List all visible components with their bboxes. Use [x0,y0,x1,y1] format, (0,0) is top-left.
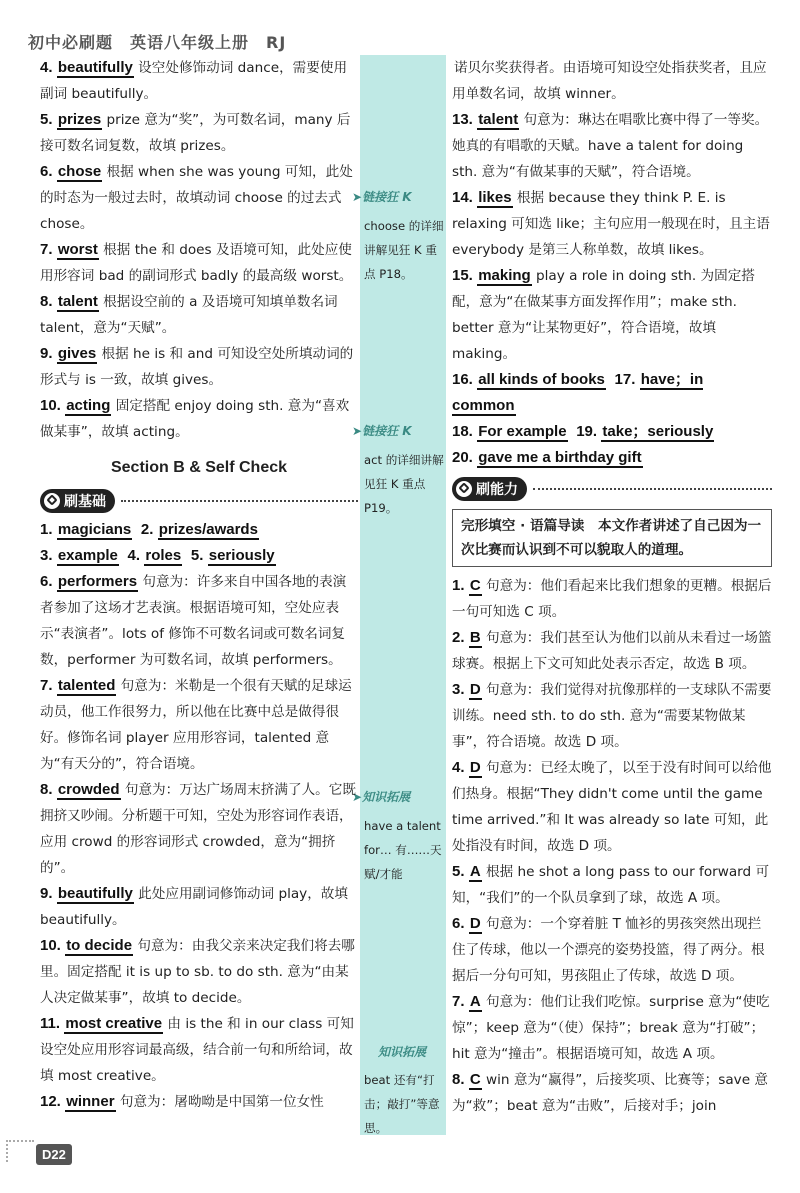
answer-text: making [478,267,531,284]
reading-guide: 完形填空 · 语篇导读 本文作者讲述了自己因为一次比赛而认识到不可以貌取人的道理。 [452,509,772,567]
ability-badge-row [452,477,772,501]
item-number: 2. [452,629,465,646]
answer-item [452,859,772,911]
answer-item [40,107,358,159]
explanation-text: 句意为：屠呦呦是中国第一位女性 [115,1094,324,1110]
answer-item [40,393,358,445]
item-number: 5. [40,111,53,128]
answer-text: gave me a birthday gift [478,449,642,466]
answer-text: A [469,993,481,1010]
item-number: 6. [40,163,53,180]
item-number: 6. [40,573,53,590]
answer-text: prizes [57,111,102,128]
answer-item [452,1067,772,1119]
explanation-text: 句意为：他们看起来比我们想象的更糟。根据后一句可知选 C 项。 [452,578,772,620]
sidebar-tag-knowledge-2: 知识拓展 [378,1045,427,1059]
answer-item [40,777,358,881]
answer-item [40,237,358,289]
item-number: 7. [40,241,53,258]
answer-item [452,911,772,989]
item-number: 9. [40,885,53,902]
answer-item [452,263,772,367]
explanation-text: win 意为“赢得”，后接奖项、比赛等；save 意为“救”；beat 意为“击败”，后接对手；join [452,1072,768,1114]
item-number: 4. [452,759,465,776]
item-number: 14. [452,189,473,206]
explanation-text: 句意为：已经太晚了，以至于没有时间可以给他们热身。根据“They didn't come until the game time arrived.”和 It was already so late 可知，此处指没有时间，故选 D 项。 [452,760,772,854]
answer-text: winner [66,1093,115,1110]
item-number: 5. [452,863,465,880]
answer-text: all kinds of books [478,371,605,388]
left-column [40,55,358,1115]
answer-item [40,1011,358,1089]
item-number: 17. [614,371,636,388]
answer-text: D [469,681,481,698]
short-answer-row [452,367,772,419]
explanation-text: 根据设空前的 a 及语境可知填单数名词 talent，意为“天赋”。 [40,294,338,336]
sidebar-note-1: choose 的详细讲解见狂 K 重点 P18。 [364,219,444,281]
item-number: 10. [40,937,61,954]
item-number: 4. [127,547,141,564]
answer-text: most creative [65,1015,163,1032]
answer-item [452,573,772,625]
basic-badge-row [40,489,358,513]
ability-badge: 刷能力 [452,477,527,501]
answer-text: B [469,629,481,646]
sidebar-note-4: beat 还有“打击；敲打”等意思。 [364,1073,440,1135]
item-number: 11. [40,1015,61,1032]
item-number: 20. [452,449,473,466]
explanation-text: 句意为：他们让我们吃惊。surprise 意为“使吃惊”；keep 意为“（使）保持”；break 意为“打破”；hit 意为“撞击”。根据语境可知，故选 A 项。 [452,994,770,1062]
answer-item [452,989,772,1067]
item-number: 7. [40,677,53,694]
explanation-text: 句意为：许多来自中国各地的表演者参加了这场才艺表演。根据语境可知，空处应表示“表演者”。lots of 修饰不可数名词或可数名词复数，performer 为可数名词，故填 performers。 [40,574,347,668]
answer-text: acting [66,397,111,414]
answer-text: beautifully [57,59,133,76]
page-number: D22 [36,1144,72,1165]
item-number: 10. [40,397,61,414]
answer-text: talent [478,111,519,128]
sidebar-note-3: have a talent for… 有……天赋/才能 [364,819,442,881]
pencil-icon [44,493,60,509]
explanation-text: 设空处修饰动词 dance，需要使用副词 beautifully。 [40,60,348,102]
item-number: 19. [576,423,598,440]
explanation-text: 固定搭配 enjoy doing sth. 意为“喜欢做某事”，故填 acting。 [40,398,350,440]
item-number: 1. [452,577,465,594]
explanation-text: 根据 he is 和 and 可知设空处所填动词的形式与 is 一致，故填 gives。 [40,346,354,388]
explanation-text: 由 is the 和 in our class 可知设空处应用形容词最高级，结合前一句和所给词，故填 most creative。 [40,1016,354,1084]
divider [121,500,358,502]
explanation-text: 句意为：琳达在唱歌比赛中得了一等奖。她真的有唱歌的天赋。have a talent for doing sth. 意为“有做某事的天赋”，符合语境。 [452,112,769,180]
sidebar-tag-link-2: ➤链接狂 K [352,424,412,438]
answer-text: to decide [66,937,133,954]
answer-text: performers [57,573,138,590]
right-column [452,55,772,1119]
item-number: 5. [190,547,204,564]
item-number: 16. [452,371,473,388]
section-title: Section B & Self Check [110,459,288,476]
item-number: 2. [140,521,154,538]
item-number: 3. [40,547,53,564]
item-number: 3. [452,681,465,698]
answer-text: talent [57,293,98,310]
answer-text: gives [57,345,97,362]
short-answer-row [452,419,772,445]
answer-text: example [57,547,118,564]
explanation-text: 根据 the 和 does 及语境可知，此处应使用形容词 bad 的副词形式 badly 的最高级 worst。 [40,242,353,284]
answer-text: likes [478,189,512,206]
answer-item [40,55,358,107]
pencil-icon [456,481,472,497]
answer-item [452,625,772,677]
answer-item [452,755,772,859]
answer-text: have；in common [452,371,704,414]
explanation-text: 句意为：我们甚至认为他们以前从未看过一场篮球赛。根据上下文可知此处表示否定，故选 B 项。 [452,630,772,672]
sidebar-tag-link-1: ➤链接狂 K [352,190,412,204]
answer-text: crowded [57,781,120,798]
item-number: 6. [452,915,465,932]
answer-item [40,159,358,237]
answer-text: C [469,577,481,594]
item-number: 7. [452,993,465,1010]
answer-item [40,569,358,673]
basic-badge: 刷基础 [40,489,115,513]
answer-text: For example [478,423,567,440]
answer-text: prizes/awards [158,521,258,538]
sidebar-tag-knowledge-1: ➤知识拓展 [352,790,411,804]
divider [533,488,772,490]
explanation-text: 根据 he shot a long pass to our forward 可知，“我们”的一个队员拿到了球，故选 A 项。 [452,864,770,906]
explanation-text: 根据 because they think P. E. is relaxing 可知选 like；主句应用一般现在时，且主语 everybody 是第三人称单数，故填 likes。 [452,190,770,258]
explanation-text: 句意为：米勒是一个很有天赋的足球运动员，他工作很努力，所以他在比赛中总是做得很好。修饰名词 player 应用形容词，talented 意为“有天分的”，符合语境。 [40,678,352,772]
answer-text: chose [57,163,102,180]
explanation-text: prize 意为“奖”，为可数名词，many 后接可数名词复数，故填 prizes。 [40,112,351,154]
short-answer-row [40,517,358,543]
answer-item [40,673,358,777]
answer-item [40,933,358,1011]
item-number: 12. [40,1093,61,1110]
answer-text: roles [145,547,182,564]
explanation-text: 此处应用副词修饰动词 play，故填 beautifully。 [40,886,348,928]
item-number: 18. [452,423,473,440]
explanation-text: 句意为：我们觉得对抗像那样的一支球队不需要训练。need sth. to do sth. 意为“需要某物做某事”，符合语境。故选 D 项。 [452,682,772,750]
item-number: 9. [40,345,53,362]
corner-decoration [6,1140,34,1162]
item-number: 13. [452,111,473,128]
item-number: 1. [40,521,53,538]
explanation-text: 句意为：万达广场周末挤满了人。它既拥挤又吵闹。分析题干可知，空处为形容词作表语，应用 crowd 的形容词形式 crowded，意为“拥挤的”。 [40,782,356,876]
item-number: 4. [40,59,53,76]
answer-item [452,185,772,263]
answer-item [40,341,358,393]
answer-text: D [469,759,481,776]
answer-item [452,107,772,185]
item-number: 8. [40,781,53,798]
item-number: 15. [452,267,473,284]
explanation-text: 句意为：由我父亲来决定我们将去哪里。固定搭配 it is up to sb. to do sth. 意为“由某人决定做某事”，故填 to decide。 [40,938,355,1006]
answer-text: worst [57,241,98,258]
short-answer-row [452,445,772,471]
answer-item [452,677,772,755]
answer-text: magicians [57,521,132,538]
short-answer-row [40,543,358,569]
item-number: 8. [452,1071,465,1088]
answer-item [40,1089,358,1115]
answer-text: beautifully [57,885,133,902]
answer-text: seriously [208,547,275,564]
answer-text: C [469,1071,481,1088]
answer-text: A [469,863,481,880]
item-number: 8. [40,293,53,310]
explanation-text: play a role in doing sth. 为固定搭配，意为“在做某事方面发挥作用”；make sth. better 意为“让某物更好”，符合语境，故填 making。 [452,268,755,362]
answer-continuation: 诺贝尔奖获得者。由语境可知设空处指获奖者，且应用单数名词，故填 winner。 [452,60,767,102]
sidebar-note-2: act 的详细讲解见狂 K 重点 P19。 [364,453,444,515]
page-header: 初中必刷题 英语八年级上册 RJ [28,33,287,52]
answer-text: talented [57,677,116,694]
answer-text: take；seriously [602,423,714,440]
answer-text: D [469,915,481,932]
answer-item [40,289,358,341]
answer-item [40,881,358,933]
explanation-text: 句意为：一个穿着脏 T 恤衫的男孩突然出现拦住了传球，他以一个漂亮的姿势投篮，得了两分。根据后一分句可知，男孩阻止了传球，故选 D 项。 [452,916,765,984]
explanation-text: 根据 when she was young 可知，此处的时态为一般过去时，故填动词 choose 的过去式 chose。 [40,164,353,232]
